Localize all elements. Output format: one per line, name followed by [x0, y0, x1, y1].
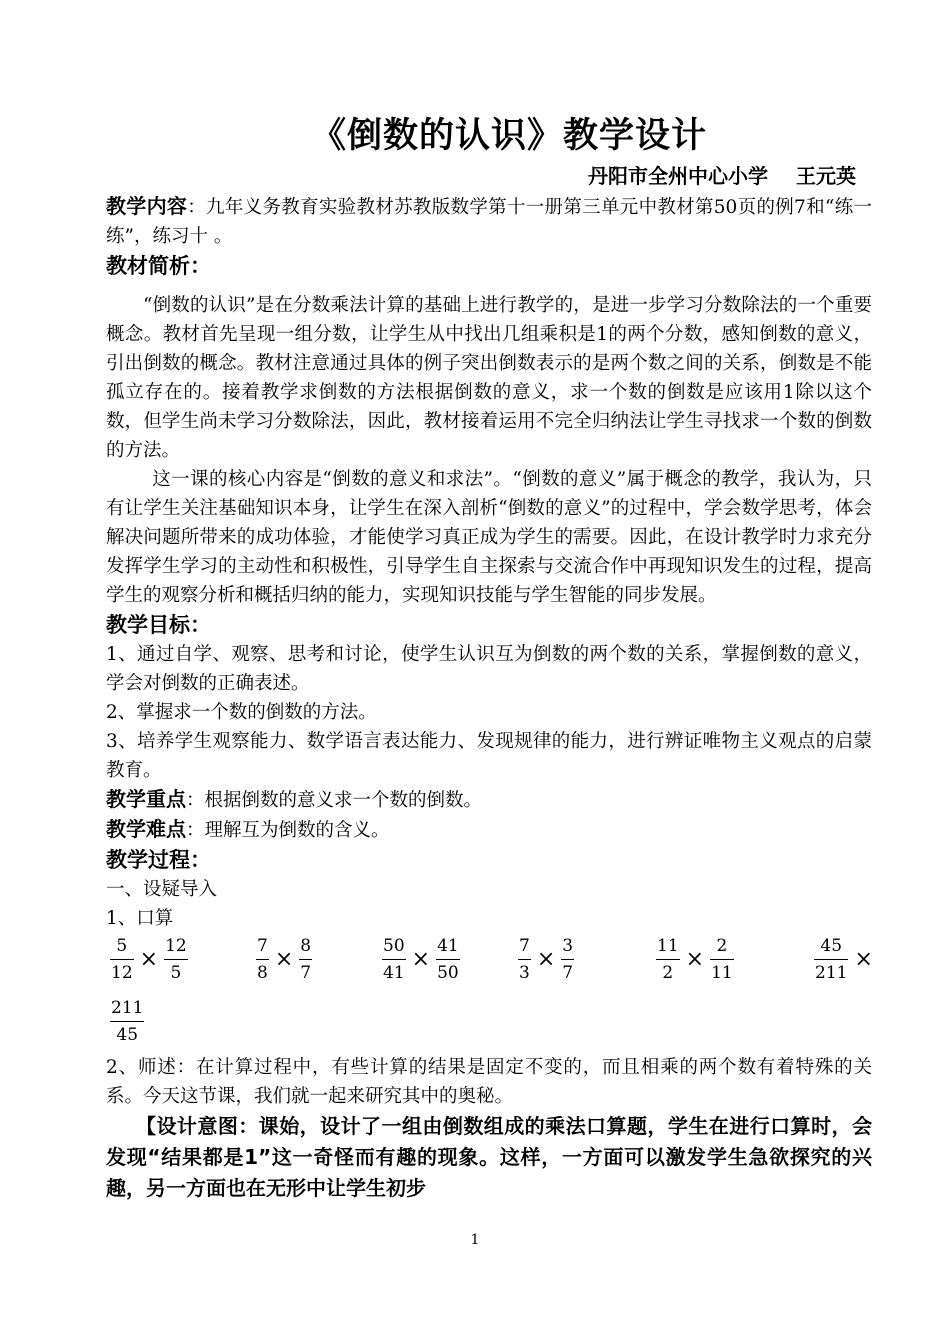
- fraction: $\frac{5}{12}$: [111, 936, 133, 983]
- times-sign: ×: [854, 947, 873, 972]
- author-school: 丹阳市全州中心小学: [588, 164, 768, 188]
- goal-item: 1、通过自学、观察、思考和讨论，使学生认识互为倒数的两个数的关系，掌握倒数的意义，学会对倒数的正确表述。: [106, 644, 872, 694]
- doc-title: 《倒数的认识》教学设计: [310, 115, 707, 156]
- fraction: $\frac{12}{5}$: [165, 936, 187, 983]
- design-intent: 【设计意图：课始，设计了一组由倒数组成的乘法口算题，学生在进行口算时，会发现“结果都是1”这一奇怪而有趣的现象。这样，一方面可以激发学生急欲探究的兴趣，另一方面也在无形中让学生初步: [106, 1114, 872, 1200]
- fraction: $\frac{7}{8}$: [257, 936, 268, 983]
- calc-expression: [516, 935, 576, 984]
- difficulty: [106, 815, 872, 845]
- times-sign: ×: [685, 947, 705, 972]
- fraction: $\frac{45}{211}$: [815, 936, 848, 983]
- oral-calc-row: [106, 935, 872, 995]
- calc-expression: [108, 935, 190, 984]
- fraction: $\frac{3}{7}$: [562, 936, 574, 983]
- key-point-label: 教学重点: [106, 787, 186, 811]
- teaching-content-text: ：九年义务教育实验教材苏教版数学第十一册第三单元中教材第50页的例7和“练一练”，练习十 。: [106, 197, 873, 247]
- calc-expression: [812, 935, 877, 984]
- goal-item: 3、培养学生观察能力、数学语言表达能力、发现规律的能力，进行辨证唯物主义观点的启蒙教育。: [106, 731, 872, 781]
- times-sign: ×: [274, 947, 294, 972]
- analysis-paragraph-2: 这一课的核心内容是“倒数的意义和求法”。“倒数的意义”属于概念的教学，我认为，只有让学生关注基础知识本身，让学生在深入剖析“倒数的意义”的过程中，学会数学思考，体会解决问题所带来的成功体验，才能使学习真正成为学生的需要。因此，在设计教学时力求充分发挥学生学习的主动性和积极性，引导学生自主探索与交流合作中再现知识发生的过程，提高学生的观察分析和概括归纳的能力，实现知识技能与学生智能的同步发展。: [106, 469, 872, 606]
- calc-expression-continued: [108, 997, 146, 1046]
- difficulty-label: 教学难点: [106, 817, 186, 841]
- calc-expression: [254, 935, 314, 984]
- teacher-statement: 2、师述：在计算过程中，有些计算的结果是固定不变的，而且相乘的两个数有着特殊的关系。今天这节课，我们就一起来研究其中的奥秘。: [106, 1057, 872, 1107]
- fraction: $\frac{2}{11}$: [711, 936, 733, 983]
- goal-item: 2、掌握求一个数的倒数的方法。: [106, 702, 377, 723]
- teaching-content-label: 教学内容: [106, 194, 188, 218]
- author-name: 王元英: [796, 164, 856, 188]
- analysis-paragraph-1: “倒数的认识”是在分数乘法计算的基础上进行教学的，是进一步学习分数除法的一个重要概念。教材首先呈现一组分数，让学生从中找出几组乘积是1的两个分数，感知倒数的意义，引出倒数的概念。教材注意通过具体的例子突出倒数表示的是两个数之间的关系，倒数是不能孤立存在的。接着教学求倒数的方法根据倒数的意义，求一个数的倒数是应该用1除以这个数，但学生尚未学习分数除法，因此，教材接着运用不完全归纳法让学生寻找求一个数的倒数的方法。: [106, 295, 872, 461]
- times-sign: ×: [139, 947, 159, 972]
- oral-calc-label: 1、口算: [106, 908, 174, 929]
- teaching-content: [106, 192, 872, 251]
- fraction: $\frac{8}{7}$: [300, 936, 312, 983]
- times-sign: ×: [411, 947, 431, 972]
- process-heading: 教学过程：: [106, 847, 211, 872]
- fraction: $\frac{7}{3}$: [519, 936, 530, 983]
- section-title: 一、设疑导入: [106, 879, 218, 900]
- fraction: $\frac{211}{45}$: [111, 998, 144, 1045]
- key-point-text: ：根据倒数的意义求一个数的倒数。: [186, 790, 483, 811]
- calc-expression: [654, 935, 736, 984]
- fraction: $\frac{11}{2}$: [657, 936, 679, 983]
- key-point: [106, 785, 872, 815]
- fraction: $\frac{50}{41}$: [383, 936, 405, 983]
- fraction: $\frac{41}{50}$: [437, 936, 459, 983]
- calc-expression: [380, 935, 462, 984]
- difficulty-text: ：理解互为倒数的含义。: [186, 820, 390, 841]
- oral-calc-row-wrap: [106, 997, 872, 1053]
- author-line: [106, 162, 872, 190]
- times-sign: ×: [536, 947, 556, 972]
- page-number: 1: [470, 1232, 480, 1248]
- analysis-heading: 教材简析：: [106, 253, 211, 278]
- goals-heading: 教学目标：: [106, 612, 211, 637]
- document-page: [106, 110, 872, 1204]
